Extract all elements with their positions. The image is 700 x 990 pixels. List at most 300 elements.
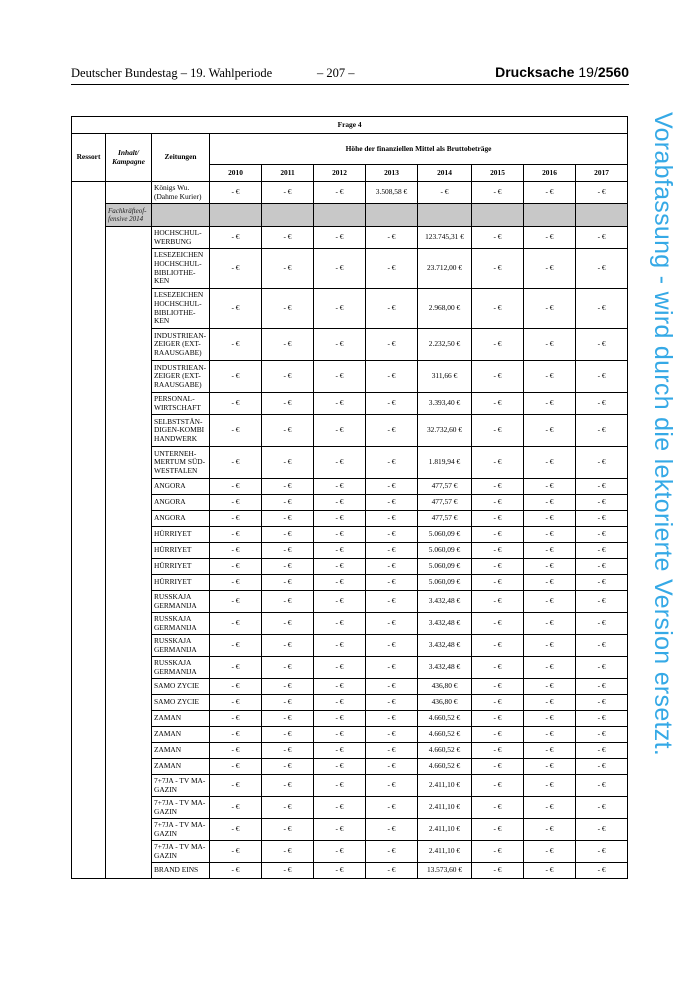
amount-cell: - € [472,759,524,775]
amount-cell: - € [524,511,576,527]
amount-cell: - € [210,575,262,591]
amount-cell: - € [524,743,576,759]
amount-cell: - € [210,479,262,495]
amount-cell: - € [524,289,576,329]
table-row [72,613,628,635]
amount-cell: - € [472,361,524,393]
grey-cell [576,204,628,227]
table-row [72,511,628,527]
table-row [72,495,628,511]
table-row [72,479,628,495]
amount-cell: - € [314,527,366,543]
amount-cell: - € [262,361,314,393]
amount-cell: - € [576,863,628,879]
amount-cell: - € [524,543,576,559]
amount-cell: - € [366,819,418,841]
table-row [72,711,628,727]
newspaper-name: 7+7JA - TV MA- GAZIN [152,775,210,797]
amount-cell: - € [524,527,576,543]
amount-cell: 2.411,10 € [418,797,472,819]
table-row [72,819,628,841]
amount-cell: - € [262,415,314,447]
amount-cell: - € [366,543,418,559]
col-year: 2014 [418,165,472,182]
table-row [72,415,628,447]
amount-cell: - € [210,613,262,635]
amount-cell: - € [472,775,524,797]
amount-cell: 4.660,52 € [418,759,472,775]
amount-cell: - € [366,635,418,657]
amount-cell: - € [262,249,314,289]
amount-cell: - € [472,679,524,695]
amount-cell: - € [314,227,366,249]
amount-cell: - € [524,657,576,679]
amount-cell: - € [472,613,524,635]
newspaper-name: HÜRRIYET [152,527,210,543]
amount-cell: - € [366,575,418,591]
amount-cell: - € [366,841,418,863]
amount-cell: - € [472,543,524,559]
amount-cell: - € [576,182,628,204]
amount-cell: - € [472,575,524,591]
amount-cell: - € [524,695,576,711]
amount-cell: 3.393,40 € [418,393,472,415]
newspaper-name: ZAMAN [152,759,210,775]
table-row [72,863,628,879]
amount-cell: - € [314,479,366,495]
amount-cell: 4.660,52 € [418,727,472,743]
newspaper-name: ANGORA [152,495,210,511]
table-row [72,695,628,711]
newspaper-name: PERSONAL- WIRTSCHAFT [152,393,210,415]
amount-cell: - € [210,361,262,393]
amount-cell: - € [576,495,628,511]
amount-cell: - € [262,543,314,559]
table-row [72,559,628,575]
amount-cell: - € [366,249,418,289]
table-row [72,841,628,863]
amount-cell: - € [576,613,628,635]
amount-cell: - € [472,415,524,447]
amount-cell: - € [576,727,628,743]
col-zeitungen: Zeitungen [152,134,210,182]
amount-cell: - € [314,863,366,879]
amount-cell: - € [524,479,576,495]
amount-cell: - € [262,447,314,479]
header-page-number: – 207 – [317,66,355,80]
amount-cell: - € [472,495,524,511]
newspaper-name: RUSSKAJA GERMANIJA [152,613,210,635]
amount-cell: - € [524,591,576,613]
amount-cell: - € [524,863,576,879]
amount-cell: - € [524,361,576,393]
amount-cell: - € [262,775,314,797]
newspaper-name: RUSSKAJA GERMANIJA [152,591,210,613]
amount-cell: - € [366,447,418,479]
amount-cell: - € [524,727,576,743]
amount-cell: - € [210,797,262,819]
amount-cell: - € [210,657,262,679]
amount-cell: - € [262,797,314,819]
amount-cell: - € [262,479,314,495]
amount-cell: - € [366,613,418,635]
table-row [72,775,628,797]
amount-cell: - € [314,613,366,635]
amount-cell: - € [366,479,418,495]
amount-cell: - € [472,227,524,249]
amount-cell: - € [524,182,576,204]
amount-cell: - € [472,695,524,711]
newspaper-name: HÜRRIYET [152,543,210,559]
amount-cell: - € [210,591,262,613]
amount-cell: - € [314,657,366,679]
amount-cell: - € [262,841,314,863]
question-title: Frage 4 [72,117,628,134]
newspaper-name: SAMO ZYCIE [152,679,210,695]
amount-cell: 3.432,48 € [418,591,472,613]
newspaper-name: 7+7JA - TV MA- GAZIN [152,819,210,841]
amount-cell: - € [472,559,524,575]
amount-cell: - € [262,657,314,679]
amount-cell: - € [262,393,314,415]
amount-cell: 2.411,10 € [418,819,472,841]
amount-cell: - € [524,819,576,841]
amount-cell: - € [576,479,628,495]
amount-cell: - € [524,711,576,727]
amount-cell: - € [576,559,628,575]
amount-cell: - € [314,635,366,657]
amount-cell: - € [524,227,576,249]
newspaper-name: LESEZEICHEN HOCHSCHUL- BIBLIOTHE- KEN [152,289,210,329]
table-row [72,727,628,743]
amount-cell: - € [262,863,314,879]
newspaper-name: 7+7JA - TV MA- GAZIN [152,797,210,819]
amount-cell: - € [472,289,524,329]
amount-cell: 5.060,09 € [418,559,472,575]
amount-cell: - € [576,289,628,329]
amount-cell: - € [576,249,628,289]
amount-cell: - € [366,527,418,543]
amount-cell: 5.060,09 € [418,575,472,591]
col-year: 2011 [262,165,314,182]
amount-cell: 5.060,09 € [418,527,472,543]
amount-cell: - € [314,249,366,289]
amount-cell: 123.745,31 € [418,227,472,249]
amount-cell: - € [366,511,418,527]
col-year: 2015 [472,165,524,182]
amount-cell: - € [576,575,628,591]
amount-cell: - € [262,679,314,695]
table-row [72,743,628,759]
amount-cell: - € [366,289,418,329]
amount-cell: 2.411,10 € [418,841,472,863]
grey-cell [152,204,210,227]
amount-cell: - € [314,289,366,329]
header-document-number [495,64,629,80]
amount-cell: - € [314,679,366,695]
amount-cell: - € [262,559,314,575]
table-row [72,657,628,679]
amount-cell: - € [418,182,472,204]
amount-cell: - € [210,863,262,879]
newspaper-name: Königs Wu. (Dahme Kurier) [152,182,210,204]
amount-cell: - € [472,727,524,743]
amount-cell: - € [210,329,262,361]
amount-cell: - € [576,527,628,543]
amount-cell: - € [472,591,524,613]
table-row [72,591,628,613]
amount-cell: 1.819,94 € [418,447,472,479]
amount-cell: - € [262,182,314,204]
newspaper-name: BRAND EINS [152,863,210,879]
amount-cell: - € [314,329,366,361]
amount-cell: - € [576,635,628,657]
amount-cell: - € [262,819,314,841]
amount-cell: 32.732,60 € [418,415,472,447]
amount-cell: - € [472,249,524,289]
amount-cell: - € [472,329,524,361]
amount-cell: - € [210,695,262,711]
draft-watermark: Vorabfassung - wird durch die lektorierte Version ersetzt. [649,112,677,757]
amount-cell: - € [472,511,524,527]
amount-cell: - € [366,361,418,393]
amount-cell: - € [366,559,418,575]
amount-cell: 477,57 € [418,511,472,527]
amount-cell: - € [366,227,418,249]
amount-cell: - € [210,727,262,743]
amount-cell: - € [262,711,314,727]
amount-cell: - € [576,415,628,447]
amount-cell: - € [262,527,314,543]
amount-cell: - € [210,227,262,249]
col-year: 2013 [366,165,418,182]
col-year: 2017 [576,165,628,182]
amount-cell: - € [314,841,366,863]
amount-cell: - € [576,543,628,559]
amount-cell: - € [262,329,314,361]
amount-cell: - € [472,657,524,679]
amount-cell: - € [576,819,628,841]
table-row [72,679,628,695]
amount-cell: - € [210,711,262,727]
amount-cell: - € [524,249,576,289]
amount-cell: - € [314,415,366,447]
header-publication: Deutscher Bundestag – 19. Wahlperiode [71,66,273,80]
amount-cell: - € [366,329,418,361]
amount-cell: - € [314,695,366,711]
amount-cell: - € [472,393,524,415]
amount-cell: - € [472,819,524,841]
amount-cell: - € [314,559,366,575]
newspaper-name: UNTERNEH- MERTUM SÜD- WESTFALEN [152,447,210,479]
newspaper-name: INDUSTRIEAN- ZEIGER (EXT- RAAUSGABE) [152,361,210,393]
amount-cell: - € [314,393,366,415]
amount-cell: - € [366,657,418,679]
amount-cell: - € [366,679,418,695]
table-row [72,575,628,591]
amount-cell: - € [366,743,418,759]
amount-cell: 13.573,60 € [418,863,472,879]
amount-cell: - € [314,543,366,559]
table-row [72,635,628,657]
col-year: 2016 [524,165,576,182]
amount-cell: - € [366,797,418,819]
amount-cell: 3.432,48 € [418,635,472,657]
amount-cell: - € [262,727,314,743]
table-row [72,289,628,329]
amount-cell: - € [314,361,366,393]
amount-cell: 3.432,48 € [418,657,472,679]
amount-cell: - € [314,759,366,775]
amount-cell: - € [314,591,366,613]
newspaper-name: INDUSTRIEAN- ZEIGER (EXT- RAAUSGABE) [152,329,210,361]
amount-cell: - € [576,759,628,775]
amount-cell: - € [210,289,262,329]
amount-cell: - € [210,249,262,289]
amount-cell: - € [314,495,366,511]
amount-cell: - € [524,797,576,819]
amount-cell: - € [262,289,314,329]
amount-cell: - € [210,759,262,775]
amount-cell: - € [366,393,418,415]
newspaper-name: LESEZEICHEN HOCHSCHUL- BIBLIOTHE- KEN [152,249,210,289]
amount-cell: - € [524,447,576,479]
grey-cell [472,204,524,227]
newspaper-name: ZAMAN [152,743,210,759]
amount-cell: - € [576,695,628,711]
amount-cell: - € [262,227,314,249]
amount-cell: 4.660,52 € [418,711,472,727]
amount-cell: - € [210,415,262,447]
amount-cell: - € [366,711,418,727]
amount-cell: - € [314,775,366,797]
amount-cell: - € [314,743,366,759]
newspaper-name: HOCHSCHUL- WERBUNG [152,227,210,249]
header-drucksache-prefix: 19/ [578,64,598,80]
table-row [72,329,628,361]
table-row [72,759,628,775]
col-year: 2012 [314,165,366,182]
amount-cell: - € [314,447,366,479]
grey-cell [524,204,576,227]
amount-cell: - € [576,227,628,249]
amount-cell: - € [366,759,418,775]
amount-cell: - € [314,182,366,204]
amount-cell: - € [524,841,576,863]
amount-cell: - € [524,759,576,775]
amount-cell: - € [472,479,524,495]
amount-cell: - € [210,447,262,479]
amount-cell: 23.712,00 € [418,249,472,289]
amount-cell: - € [472,527,524,543]
amount-cell: - € [576,591,628,613]
amount-cell: - € [472,743,524,759]
amount-cell: - € [576,711,628,727]
amount-cell: - € [262,695,314,711]
amount-cell: - € [210,743,262,759]
newspaper-name: RUSSKAJA GERMANIJA [152,635,210,657]
amount-cell: - € [524,775,576,797]
amount-cell: - € [524,613,576,635]
amount-cell: - € [262,495,314,511]
amount-cell: 311,66 € [418,361,472,393]
amount-cell: - € [576,447,628,479]
amount-cell: - € [262,743,314,759]
page-header [71,66,629,86]
amount-cell: - € [314,727,366,743]
amount-cell: - € [576,511,628,527]
amount-cell: - € [576,329,628,361]
amount-cell: - € [210,393,262,415]
newspaper-name: ZAMAN [152,711,210,727]
amount-cell: - € [314,711,366,727]
amount-cell: 436,80 € [418,695,472,711]
grey-cell [262,204,314,227]
amount-cell: - € [576,679,628,695]
table-row [72,361,628,393]
amount-cell: 477,57 € [418,495,472,511]
newspaper-name: RUSSKAJA GERMANIJA [152,657,210,679]
table-row [72,797,628,819]
amount-cell: 2.968,00 € [418,289,472,329]
funding-table [71,116,628,879]
amount-cell: - € [524,635,576,657]
amount-cell: - € [472,711,524,727]
amount-cell: - € [576,743,628,759]
amount-cell: - € [210,495,262,511]
newspaper-name: SAMO ZYCIE [152,695,210,711]
table-row [72,447,628,479]
amount-cell: - € [366,775,418,797]
amount-cell: - € [210,841,262,863]
amount-cell: - € [524,415,576,447]
amount-cell: - € [524,679,576,695]
amount-cell: - € [262,591,314,613]
newspaper-name: HÜRRIYET [152,575,210,591]
amount-cell: - € [262,511,314,527]
amount-cell: - € [576,657,628,679]
newspaper-name: 7+7JA - TV MA- GAZIN [152,841,210,863]
amount-cell: - € [366,415,418,447]
amount-cell: 477,57 € [418,479,472,495]
amount-cell: - € [366,591,418,613]
grey-cell [418,204,472,227]
amount-cell: - € [472,863,524,879]
amount-cell: - € [472,447,524,479]
amount-cell: - € [576,393,628,415]
table-row [72,543,628,559]
amount-cell: - € [314,575,366,591]
amount-cell: - € [524,495,576,511]
amount-cell: - € [210,543,262,559]
table-row [72,393,628,415]
campaign-label: Fachkräfteof- fensive 2014 [106,204,152,227]
header-rule [71,84,629,85]
amount-cell: 5.060,09 € [418,543,472,559]
amount-cell: - € [472,797,524,819]
kampagne-cell [106,182,152,204]
amount-cell: - € [262,635,314,657]
amount-cell: - € [472,182,524,204]
amount-cell: - € [210,775,262,797]
amount-cell: - € [210,819,262,841]
grey-cell [366,204,418,227]
amount-cell: 3.508,58 € [366,182,418,204]
grey-cell [210,204,262,227]
table-row [72,182,628,204]
amount-cell: - € [524,575,576,591]
amount-cell: - € [314,819,366,841]
